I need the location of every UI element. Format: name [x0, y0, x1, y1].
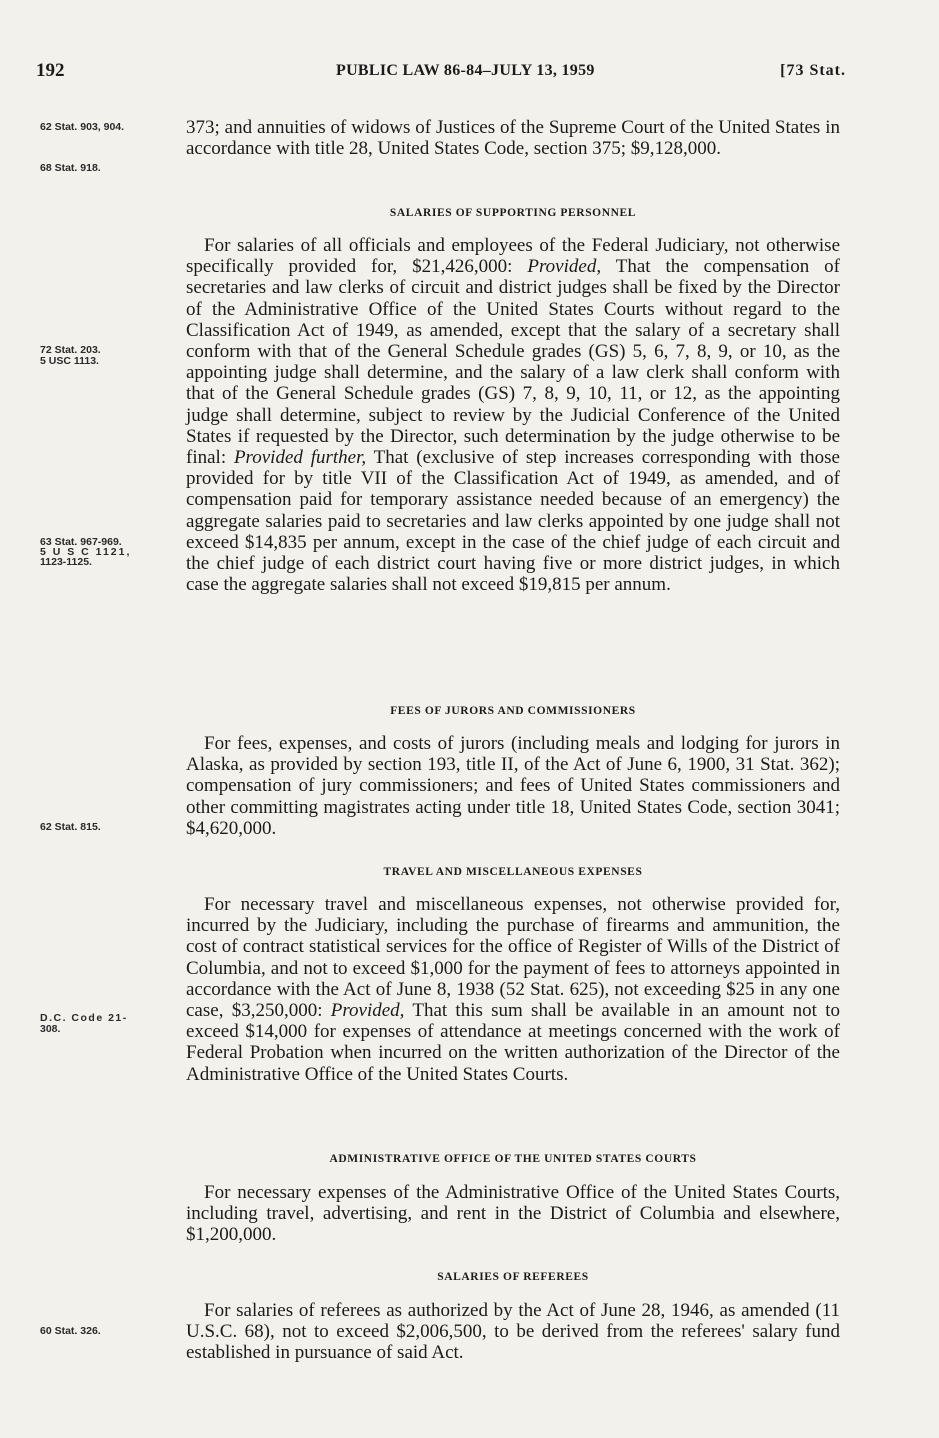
section-paragraph: For necessary expenses of the Administrative Office of the United States Courts, including travel, advertising, and rent in the District of Columbia and elsewhere, $1,200,000. [186, 1182, 840, 1246]
running-header [36, 60, 846, 90]
marginal-note: 72 Stat. 203. [40, 344, 101, 356]
section-paragraph: For salaries of all officials and employees of the Federal Judiciary, not otherwise specifically provided for, $21,426,000: Provided, That the compensation of secretaries and law clerks of circuit and district judges shall be fixed by the Director of the Administrative Office of the United States Courts without regard to the Classification Act of 1949, as amended, except that the salary of a secretary shall conform with that of the General Schedule grades (GS) 5, 6, 7, 8, 9, or 10, as the appointing judge shall determine, and the salary of a law clerk shall conform with that of the General Schedule grades (GS) 7, 8, 9, 10, 11, or 12, as the appointing judge shall determine, subject to review by the Judicial Conference of the United States if requested by the Director, such determination by the judge otherwise to be final: Provided further, That (exclusive of step increases corresponding with those provided for by title VII of the Classification Act of 1949, as amended, and of compensation paid for temporary assistance needed because of an emergency) the aggregate salaries paid to secretaries and law clerks appointed by one judge shall not exceed $14,835 per annum, except in the case of the chief judge of each circuit and the chief judge of each district court having five or more district judges, in which case the aggregate salaries shall not exceed $19,815 per annum. [186, 235, 840, 596]
section-heading: FEES OF JURORS AND COMMISSIONERS [390, 705, 636, 717]
section-heading: SALARIES OF SUPPORTING PERSONNEL [389, 207, 637, 219]
marginal-note: 62 Stat. 815. [40, 821, 101, 833]
section-heading: ADMINISTRATIVE OFFICE OF THE UNITED STATES COURTS [329, 1153, 697, 1165]
marginal-note: 5 U S C 1121, [40, 546, 132, 558]
section-paragraph: For necessary travel and miscellaneous expenses, not otherwise provided for, incurred by the Judiciary, including the purchase of firearms and ammunition, the cost of contract statistical services for the office of Register of Wills of the District of Columbia, and not to exceed $1,000 for the payment of fees to attorneys appointed in accordance with the Act of June 8, 1938 (52 Stat. 625), not exceeding $25 in any one case, $3,250,000: Provided, That this sum shall be available in an amount not to exceed $14,000 for expenses of attendance at meetings concerned with the work of Federal Probation when incurred on the written authorization of the Director of the Administrative Office of the United States Courts. [186, 894, 840, 1085]
header-title: PUBLIC LAW 86-84–JULY 13, 1959 [336, 62, 595, 79]
section-heading: TRAVEL AND MISCELLANEOUS EXPENSES [383, 866, 643, 878]
marginal-note: 62 Stat. 903, 904. [40, 121, 125, 133]
marginal-note: 1123-1125. [40, 556, 92, 568]
header-volume: [73 Stat. [780, 62, 846, 79]
marginal-note: 308. [40, 1023, 61, 1035]
page-number: 192 [36, 60, 65, 81]
marginal-note: 63 Stat. 967-969. [40, 536, 122, 548]
opening-paragraph: 373; and annuities of widows of Justices of the Supreme Court of the United States in accordance with title 28, United States Code, section 375; $9,128,000. [186, 117, 840, 160]
marginal-note: 68 Stat. 918. [40, 162, 101, 174]
section-paragraph: For salaries of referees as authorized by the Act of June 28, 1946, as amended (11 U.S.C. 68), not to exceed $2,006,500, to be derived from the referees' salary fund established in pursuance of said Act. [186, 1300, 840, 1364]
marginal-note: 5 USC 1113. [40, 355, 99, 367]
marginal-note: D.C. Code 21- [40, 1012, 128, 1024]
section-heading: SALARIES OF REFEREES [437, 1271, 589, 1283]
section-paragraph: For fees, expenses, and costs of jurors (including meals and lodging for jurors in Alaska, as provided by section 193, title II, of the Act of June 6, 1900, 31 Stat. 362); compensation of jury commissioners; and fees of United States commissioners and other committing magistrates acting under title 18, United States Code, section 3041; $4,620,000. [186, 733, 840, 839]
marginal-note: 60 Stat. 326. [40, 1325, 101, 1337]
